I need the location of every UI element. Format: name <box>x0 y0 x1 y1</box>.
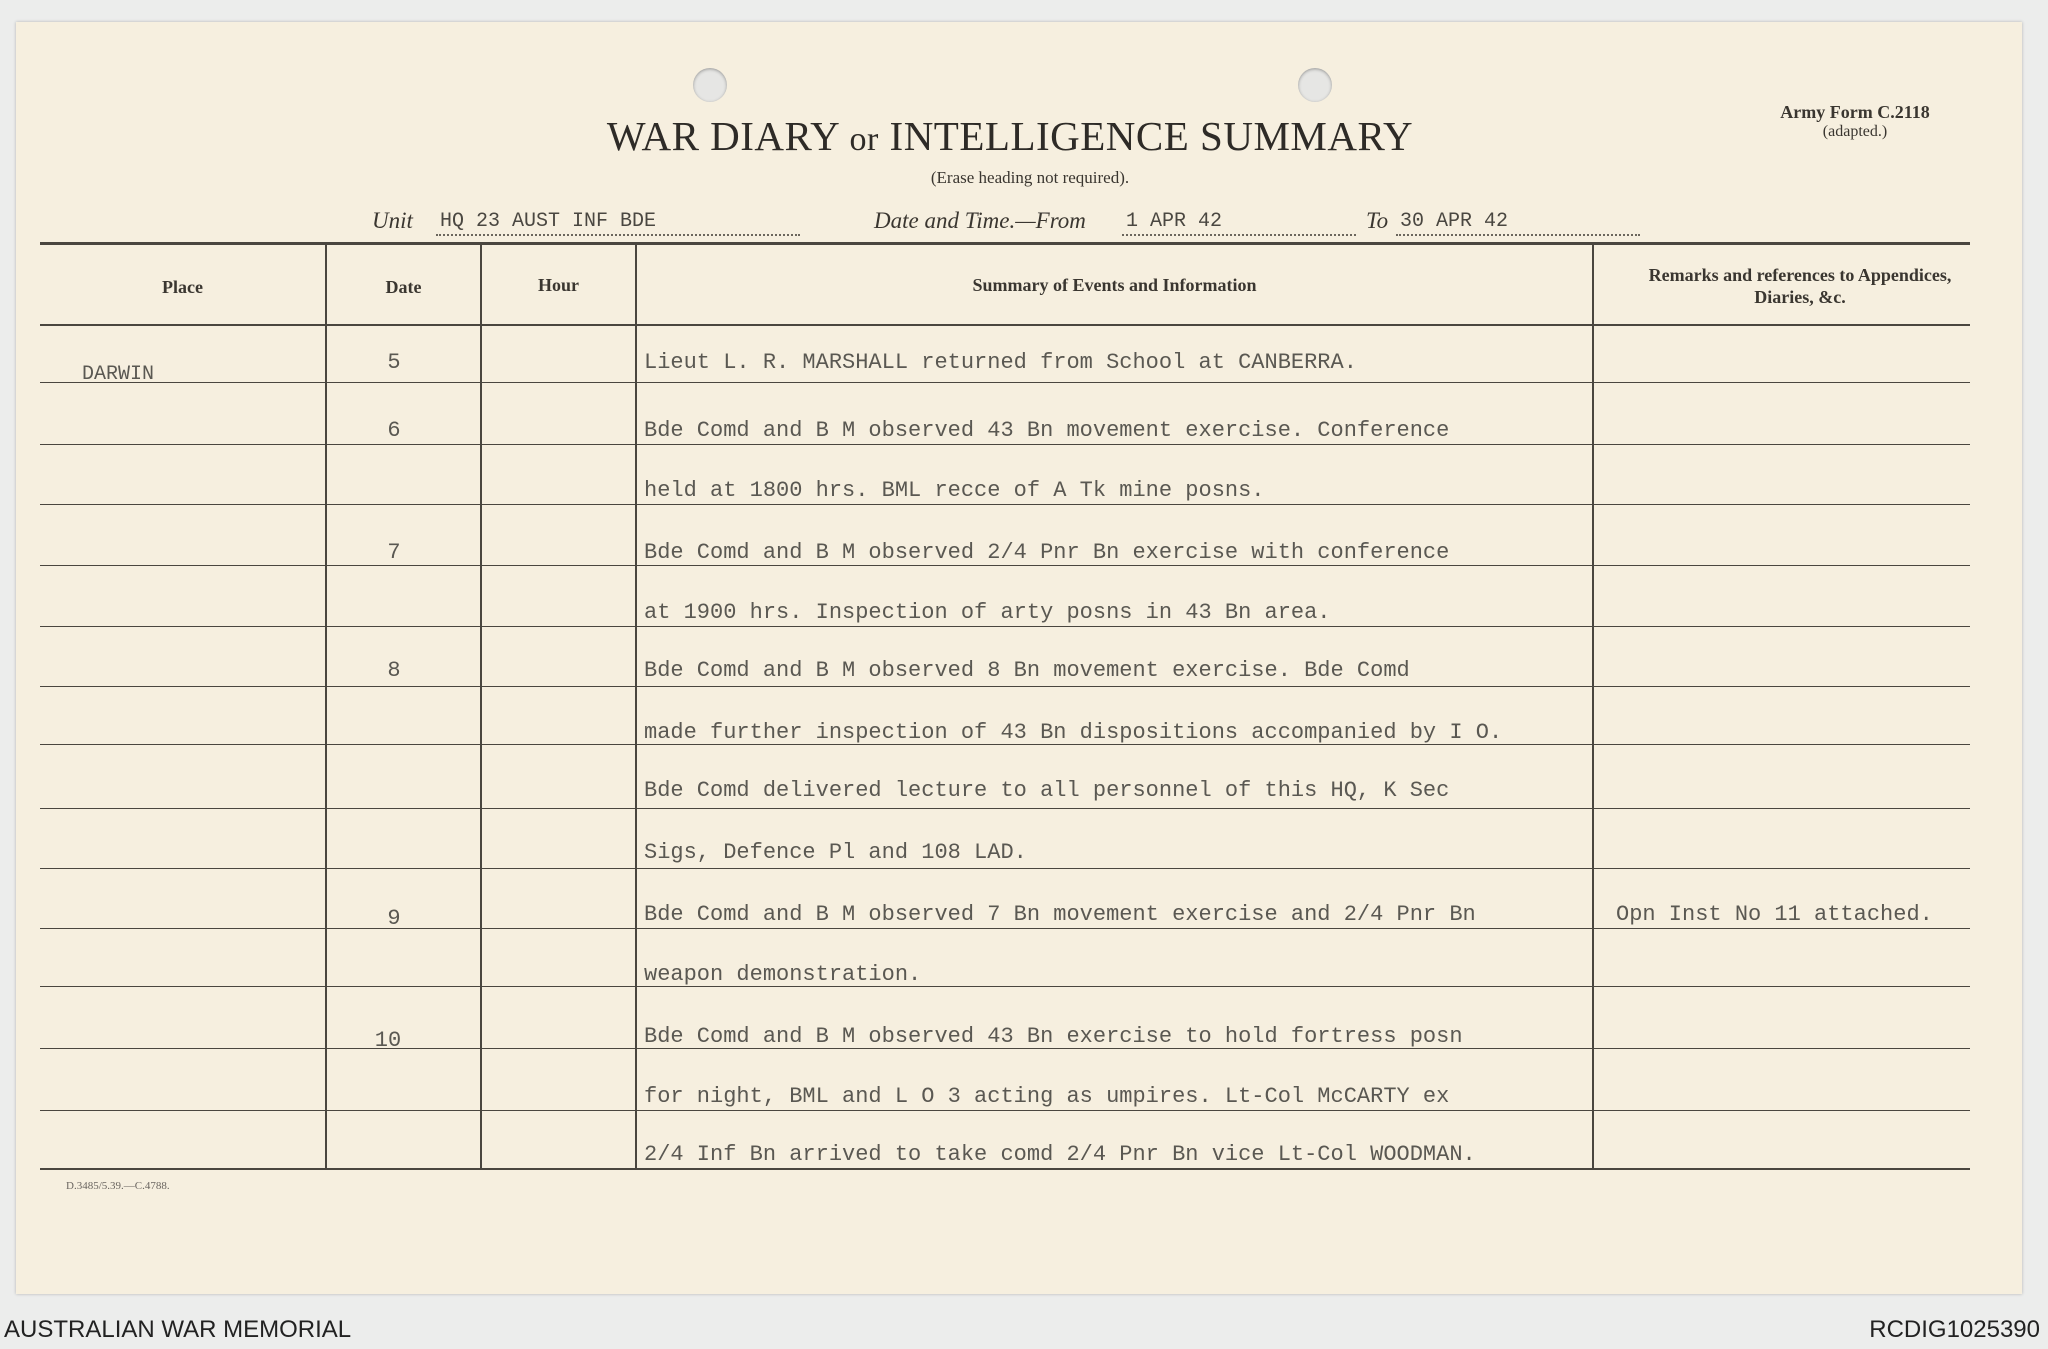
column-header-remarks: Remarks and references to Appendices, Diaries, &c. <box>1648 265 1952 307</box>
column-header-hour: Hour <box>537 275 579 295</box>
subtitle: (Erase heading not required). <box>930 168 1130 187</box>
summary-line: Bde Comd delivered lecture to all personnel of this HQ, K Sec <box>644 778 1450 803</box>
place-value: DARWIN <box>82 363 155 386</box>
summary-line: Bde Comd and B M observed 43 Bn exercise to hold fortress posn <box>644 1024 1463 1049</box>
date-to: 30 APR 42 <box>1396 210 1640 236</box>
row-date: 5 <box>387 350 401 375</box>
print-code: D.3485/5.39.—C.4788. <box>66 1180 170 1192</box>
title-or: or <box>849 121 879 158</box>
footer-image-id: RCDIG1025390 <box>1869 1316 2040 1343</box>
summary-line: Sigs, Defence Pl and 108 LAD. <box>644 840 1027 865</box>
footer-archive-name: AUSTRALIAN WAR MEMORIAL <box>4 1316 352 1343</box>
row-date: 10 <box>374 1028 402 1053</box>
column-header-place: Place <box>162 277 203 297</box>
form-adapted: (adapted.) <box>1822 123 1888 140</box>
summary-line: for night, BML and L O 3 acting as umpires. Lt-Col McCARTY ex <box>644 1084 1450 1109</box>
summary-line: Lieut L. R. MARSHALL returned from School at CANBERRA. <box>644 350 1357 375</box>
summary-line: Bde Comd and B M observed 43 Bn movement exercise. Conference <box>644 418 1450 443</box>
column-header-summary: Summary of Events and Information <box>972 275 1257 295</box>
to-label: To <box>1366 208 1389 233</box>
document-title <box>580 112 1440 160</box>
summary-line: held at 1800 hrs. BML recce of A Tk mine posns. <box>644 478 1265 503</box>
summary-line: made further inspection of 43 Bn dispositions accompanied by I O. <box>644 720 1503 745</box>
row-date: 9 <box>387 906 401 931</box>
title-war-diary: WAR DIARY <box>606 113 839 159</box>
date-from: 1 APR 42 <box>1122 210 1356 236</box>
row-date: 6 <box>387 418 401 443</box>
summary-line: at 1900 hrs. Inspection of arty posns in 43 Bn area. <box>644 600 1331 625</box>
unit-label: Unit <box>372 208 413 233</box>
punch-hole-right <box>1298 68 1332 102</box>
row-date: 7 <box>387 540 401 565</box>
remark-line: Opn Inst No 11 attached. <box>1616 902 1933 927</box>
date-label: Date and Time.—From <box>874 208 1086 233</box>
form-number-text: Army Form C.2118 <box>1780 102 1930 122</box>
form-number <box>1740 102 1970 142</box>
summary-line: Bde Comd and B M observed 2/4 Pnr Bn exercise with conference <box>644 540 1450 565</box>
summary-line: 2/4 Inf Bn arrived to take comd 2/4 Pnr Bn vice Lt-Col WOODMAN. <box>644 1142 1476 1167</box>
summary-line: Bde Comd and B M observed 7 Bn movement exercise and 2/4 Pnr Bn <box>644 902 1476 927</box>
column-header-date: Date <box>385 277 422 297</box>
summary-line: Bde Comd and B M observed 8 Bn movement exercise. Bde Comd <box>644 658 1410 683</box>
summary-line: weapon demonstration. <box>644 962 922 987</box>
punch-hole-left <box>693 68 727 102</box>
title-intelligence-summary: INTELLIGENCE SUMMARY <box>889 113 1414 159</box>
unit-value: HQ 23 AUST INF BDE <box>436 210 800 236</box>
row-date: 8 <box>387 658 401 683</box>
